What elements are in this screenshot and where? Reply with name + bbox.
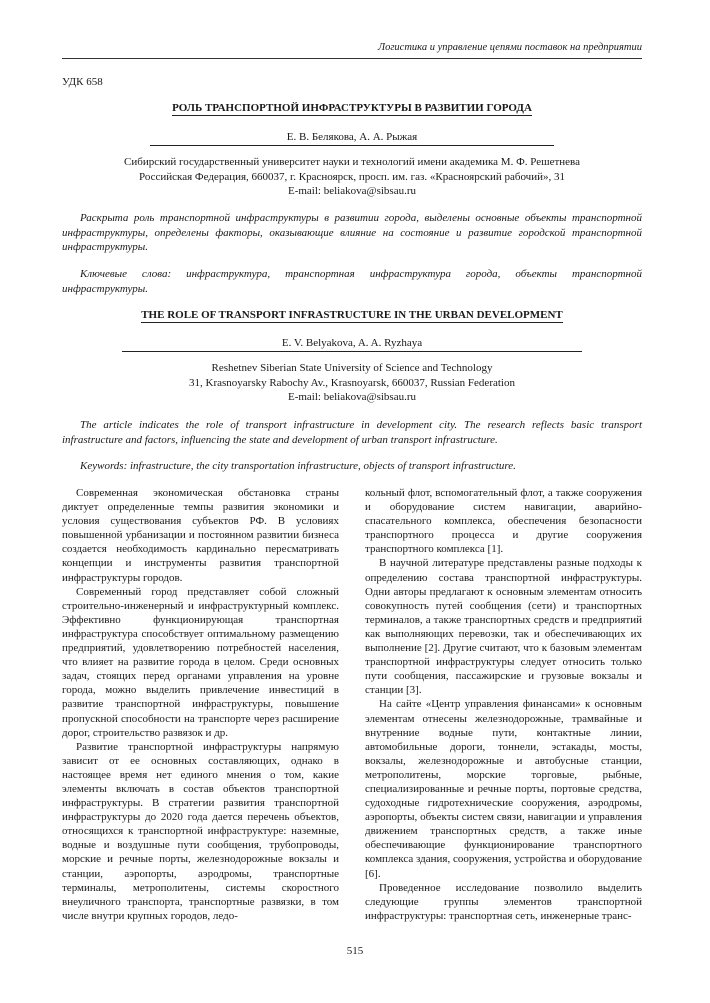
body-paragraph: На сайте «Центр управления финансами» к основным элементам отнесены железнодорожные, трамвайные и внутренние водные пути, контактные линии, автомобильные дороги, тоннели, эстакады, мосты, вокзалы, железнодорожные и автобусные станции, метрополитены, морские торговые, рыбные, специализированные и речные порты, портовые средства, судоходные гидротехнические сооружения, аэродромы, аэропорты, объекты систем связи, навигации и управления движением транспортных средств, а также иные обеспечивающие функционирование транспортного комплекса здания, сооружения, устройства и оборудование [6]. [365, 698, 642, 880]
body-paragraph: В научной литературе представлены разные подходы к определению состава транспортной инфраструктуры. Одни авторы предлагают к основным элементам относить совокупность путей сообщения (сети) и транспортных терминалов, а также транспортных средств и предприятий как выполняющих перевозки, так и обеспечивающих их выполнение [2]. Другие считают, что к базовым элементам транспортной инфраструктуры следует относить только пути сообщения, пассажирские и грузовые вокзалы и станции [3]. [365, 557, 642, 697]
en-title-text: THE ROLE OF TRANSPORT INFRASTRUCTURE IN THE URBAN DEVELOPMENT [141, 309, 563, 321]
en-abstract: The article indicates the role of transport infrastructure in development city. The research reflects basic transport infrastructure and factors, influencing the state and development of urban transport infrastructure. [62, 419, 642, 446]
header-rule [62, 58, 642, 59]
ru-affiliation-address: Российская Федерация, 660037, г. Красноярск, просп. им. газ. «Красноярский рабочий», 31 [139, 170, 565, 183]
body-paragraph: Проведенное исследование позволило выделить следующие группы элементов транспортной инфраструктуры: транспортная сеть, инженерные транс- [365, 881, 642, 922]
en-keywords: Keywords: infrastructure, the city transportation infrastructure, objects of transport infrastructure. [80, 460, 516, 472]
en-title [62, 308, 642, 322]
en-authors-rule [122, 351, 582, 352]
en-affiliation-university: Reshetnev Siberian State University of Science and Technology [211, 362, 493, 374]
ru-authors: Е. В. Белякова, А. А. Рыжая [286, 131, 418, 143]
ru-abstract: Раскрыта роль транспортной инфраструктуры в развитии города, выделены основные объекты транспортной инфраструктуры, определены факторы, оказывающие влияние на состояние и развитие городской транспортной инфраструктуры. [62, 212, 642, 253]
ru-title-text: РОЛЬ ТРАНСПОРТНОЙ ИНФРАСТРУКТУРЫ В РАЗВИТИИ ГОРОДА [172, 102, 532, 114]
en-affiliation [62, 361, 642, 405]
en-affiliation-address: 31, Krasnoyarsky Rabochy Av., Krasnoyarsk, 660037, Russian Federation [189, 376, 515, 389]
ru-keywords: Ключевые слова: инфраструктура, транспортная инфраструктура города, объекты транспортной инфраструктуры. [62, 268, 642, 295]
body-column-right [365, 486, 642, 923]
ru-affiliation-email: E-mail: beliakova@sibsau.ru [287, 185, 417, 197]
body-paragraph: Современный город представляет собой сложный строительно-инженерный и инфраструктурный комплекс. Эффективно функционирующая транспортная инфраструктура способствует оптимальному размещению предприятий, удовлетворению потребностей населения, что влияет на развитие города в целом. Среди основных задач, стоящих перед органами управления на уровне города, можно выделить привлечение инвестиций в развитие транспортной инфраструктуры, повышение пропускной способности на транспорте через расширение дорог, строительство развязок и др. [62, 585, 339, 739]
en-authors: E. V. Belyakova, A. A. Ryzhaya [281, 337, 423, 349]
ru-affiliation [62, 155, 642, 199]
ru-title [62, 101, 642, 115]
body-paragraph-continuation: кольный флот, вспомогательный флот, а также сооружения и оборудование систем навигации, аварийно-спасательного комплекса, обеспечения безопасности транспортного процесса и другие сооружения транспортного комплекса [1]. [365, 487, 642, 556]
body-column-left [62, 486, 339, 923]
udc-code: УДК 658 [62, 76, 103, 88]
body-paragraph: Современная экономическая обстановка страны диктует определенные темпы развития экономики и условия существования субъектов РФ. В условиях повышенной урбанизации и постоянном развитии бизнеса создается необходимость кардинально пересматривать концепции и инструменты развития транспортной инфраструктуры городов. [62, 487, 339, 584]
ru-authors-rule [150, 145, 554, 146]
running-header: Логистика и управление цепями поставок на предприятии [377, 42, 642, 53]
ru-affiliation-university: Сибирский государственный университет науки и технологий имени академика М. Ф. Решетнева [124, 156, 580, 168]
body-paragraph: Развитие транспортной инфраструктуры напрямую зависит от ее основных составляющих, однако в настоящее время нет единого мнения о том, какие элементы включать в состав объектов транспортной инфраструктуры. В стратегии развития транспортной инфраструктуры до 2020 года дается перечень объектов, относящихся к транспортной инфраструктуре: наземные, водные и воздушные пути сообщения, трубопроводы, морские и речные порты, железнодорожные вокзалы и станции, аэропорты, аэродромы, транспортные терминалы, метрополитены, системы скоростного внеуличного транспорта, транспортные развязки, в том числе внутри крупных городов, ледо- [62, 740, 339, 922]
page-number: 515 [346, 945, 364, 957]
en-affiliation-email: E-mail: beliakova@sibsau.ru [287, 391, 417, 403]
